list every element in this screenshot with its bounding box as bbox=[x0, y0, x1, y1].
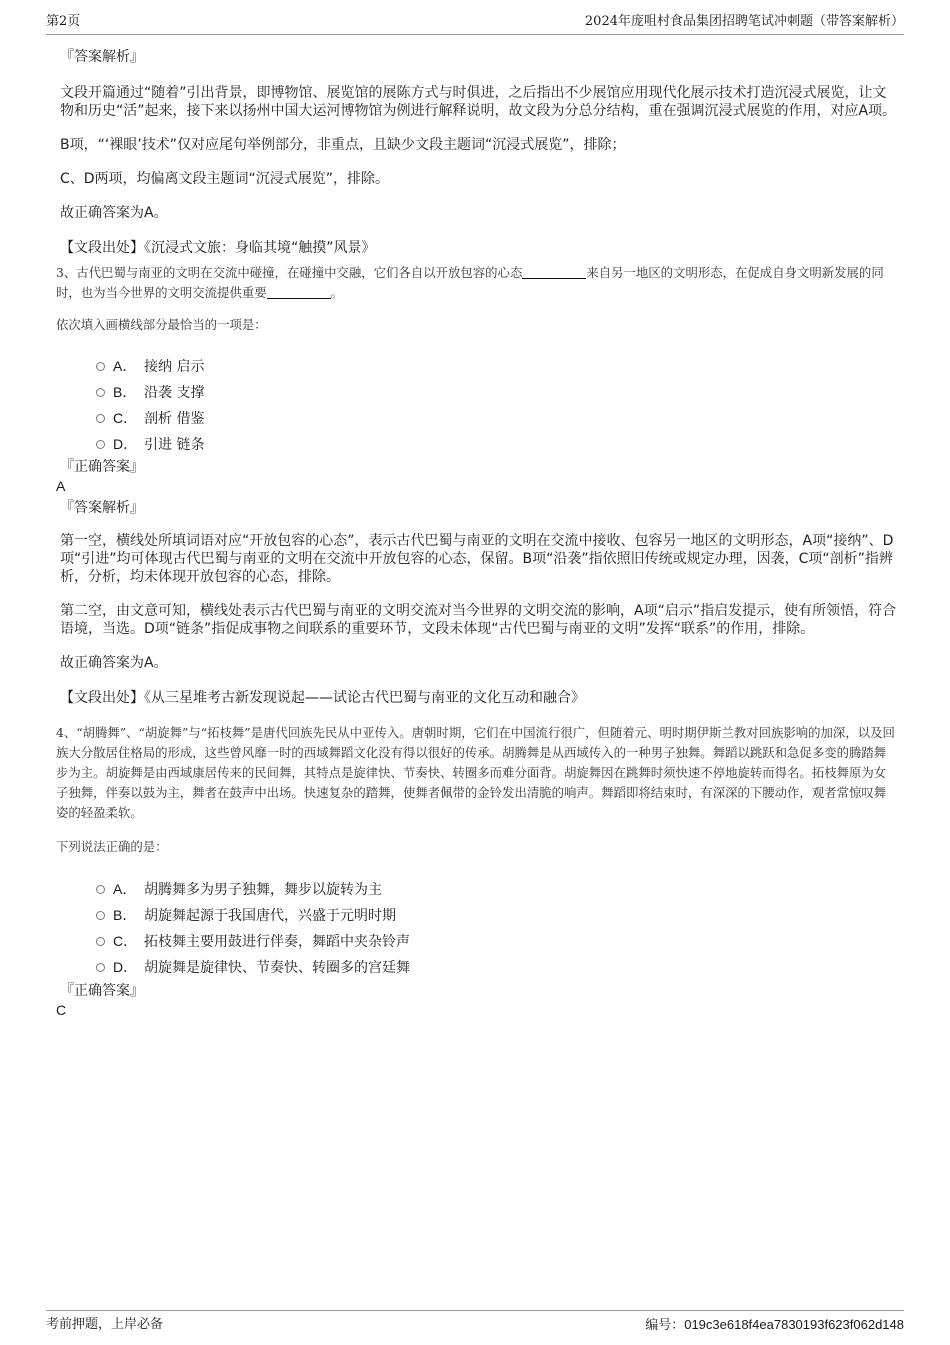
page-header bbox=[46, 12, 904, 35]
correct-answer-label: 『正确答案』 bbox=[60, 459, 144, 475]
radio-icon[interactable] bbox=[96, 911, 105, 920]
page-footer bbox=[46, 1310, 904, 1336]
footer-slogan: 考前押题，上岸必备 bbox=[46, 1317, 164, 1332]
option-a[interactable]: A． 接纳 启示 bbox=[56, 353, 898, 379]
question-3-prompt: 依次填入画横线部分最恰当的一项是： bbox=[56, 317, 267, 332]
document-title: 2024年庞咀村食品集团招聘笔试冲刺题（带答案解析） bbox=[584, 14, 904, 29]
page-number: 第2页 bbox=[46, 14, 81, 29]
document-code: 编号：019c3e618f4ea7830193f623f062d148 bbox=[645, 1317, 904, 1333]
question-4-text: 4、“胡腾舞”、“胡旋舞”与“拓枝舞”是唐代回族先民从中亚传入。唐朝时期，它们在中国流行很广，但随着元、明时期伊斯兰教对回族影响的加深，以及回族大分散居住格局的形成，这些曾风靡一时的西域舞蹈文化没有得以很好的传承。胡腾舞是从西域传入的一种男子独舞。舞蹈以跳跃和急促多变的腾踏舞步为主。胡旋舞是由西域康居传来的民间舞，其特点是旋律快、节奏快、转圈多而难分面背。胡旋舞因在跳舞时须快速不停地旋转而得名。拓枝舞原为女子独舞，伴奏以鼓为主，舞者在鼓声中出场。快速复杂的踏舞，使舞者佩带的金铃发出清脆的响声。舞蹈即将结束时，有深深的下腰动作，观者常惊叹舞姿的轻盈柔软。 bbox=[56, 725, 895, 820]
analysis-paragraph: 第二空，由文意可知，横线处表示古代巴蜀与南亚的文明交流对当今世界的文明交流的影响，A项“启示”指启发提示，使有所领悟，符合语境，当选。D项“链条”指促成事物之间联系的重要环节，文段未体现“古代巴蜀与南亚的文明”发挥“联系”的作用，排除。 bbox=[60, 603, 897, 637]
analysis-label: 『答案解析』 bbox=[60, 500, 144, 516]
analysis-paragraph: B项，“‘裸眼’技术”仅对应尾句举例部分，非重点，且缺少文段主题词“沉浸式展览”，排除； bbox=[60, 137, 626, 153]
analysis-paragraph: 第一空，横线处所填词语对应“开放包容的心态”，表示古代巴蜀与南亚的文明在交流中接收、包容另一地区的文明形态，A项“接纳”、D项“引进”均可体现古代巴蜀与南亚的文明在交流中开放包容的心态，保留。B项“沿袭”指依照旧传统或规定办理，因袭，C项“剖析”指辨析，分析，均未体现开放包容的心态，排除。 bbox=[60, 533, 894, 585]
option-d[interactable]: D． 引进 链条 bbox=[56, 431, 898, 457]
radio-icon[interactable] bbox=[96, 388, 105, 397]
correct-answer: A bbox=[56, 478, 66, 494]
option-b[interactable]: B． 沿袭 支撑 bbox=[56, 379, 898, 405]
radio-icon[interactable] bbox=[96, 440, 105, 449]
radio-icon[interactable] bbox=[96, 362, 105, 371]
option-d[interactable]: D． 胡旋舞是旋律快、节奏快、转圈多的宫廷舞 bbox=[56, 954, 898, 980]
radio-icon[interactable] bbox=[96, 937, 105, 946]
question-3-text: 3、古代巴蜀与南亚的文明在交流中碰撞，在碰撞中交融，它们各自以开放包容的心态 来自另一地区的文明形态，在促成自身文明新发展的同时，也为当今世界的文明交流提供重要 。 bbox=[56, 265, 884, 300]
passage-source: 【文段出处】《从三星堆考古新发现说起——试论古代巴蜀与南亚的文化互动和融合》 bbox=[60, 690, 585, 706]
correct-answer-label: 『正确答案』 bbox=[60, 983, 144, 999]
option-c[interactable]: C． 剖析 借鉴 bbox=[56, 405, 898, 431]
blank-line bbox=[267, 286, 331, 299]
question-4-prompt: 下列说法正确的是： bbox=[56, 839, 168, 854]
analysis-paragraph: 文段开篇通过“随着”引出背景，即博物馆、展览馆的展陈方式与时俱进，之后指出不少展馆应用现代化展示技术打造沉浸式展览，让文物和历史“活”起来，接下来以扬州中国大运河博物馆为例进行解释说明，故文段为分总分结构，重在强调沉浸式展览的作用，对应A项。 bbox=[60, 85, 897, 119]
option-b[interactable]: B． 胡旋舞起源于我国唐代，兴盛于元明时期 bbox=[56, 902, 898, 928]
radio-icon[interactable] bbox=[96, 885, 105, 894]
option-a[interactable]: A． 胡腾舞多为男子独舞，舞步以旋转为主 bbox=[56, 876, 898, 902]
analysis-paragraph: 故正确答案为A。 bbox=[60, 655, 168, 671]
analysis-paragraph: 故正确答案为A。 bbox=[60, 205, 168, 221]
radio-icon[interactable] bbox=[96, 414, 105, 423]
page-content bbox=[56, 44, 898, 1019]
option-c[interactable]: C． 拓枝舞主要用鼓进行伴奏，舞蹈中夹杂铃声 bbox=[56, 928, 898, 954]
analysis-paragraph: C、D两项，均偏离文段主题词“沉浸式展览”，排除。 bbox=[60, 171, 390, 187]
question-4-options bbox=[56, 876, 898, 980]
question-3-options bbox=[56, 353, 898, 457]
blank-line bbox=[522, 266, 586, 279]
passage-source: 【文段出处】《沉浸式文旅：身临其境“触摸”风景》 bbox=[60, 240, 376, 256]
radio-icon[interactable] bbox=[96, 963, 105, 972]
analysis-label: 『答案解析』 bbox=[60, 49, 144, 65]
correct-answer: C bbox=[56, 1002, 67, 1018]
